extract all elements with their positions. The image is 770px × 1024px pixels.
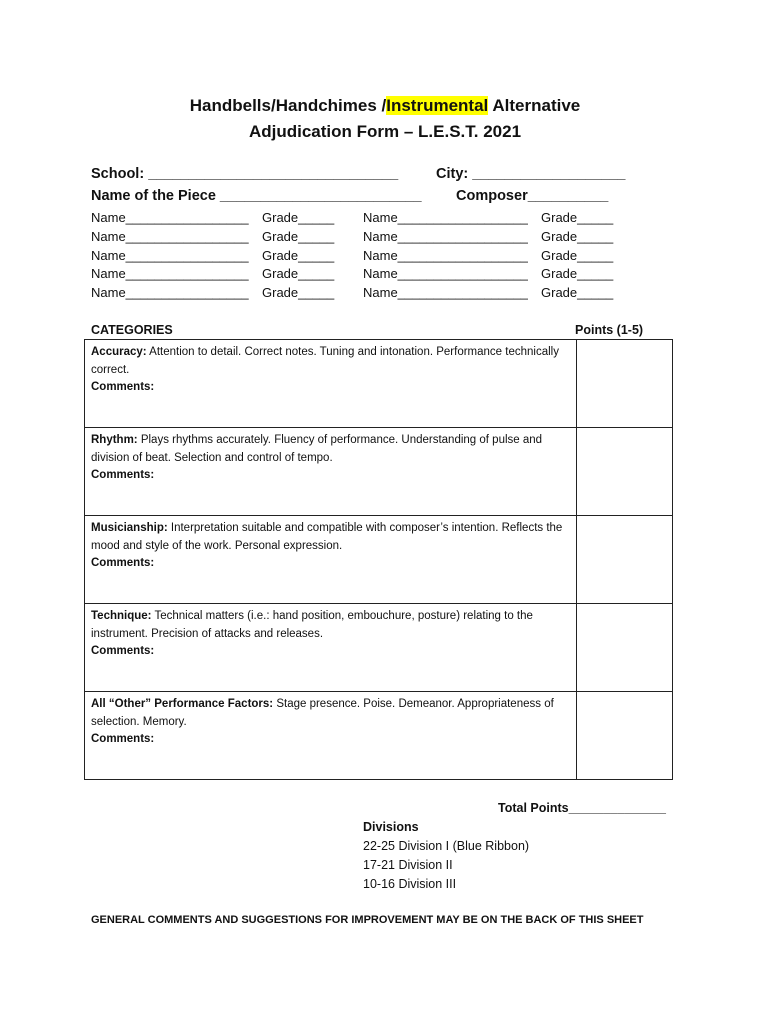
category-label: All “Other” Performance Factors: xyxy=(91,698,274,710)
comments-label: Comments: xyxy=(91,557,155,569)
total-points-field[interactable]: Total Points______________ xyxy=(498,801,666,815)
division-item: 17-21 Division II xyxy=(363,858,453,872)
roster-grade-field[interactable]: Grade_____ xyxy=(262,285,335,300)
divisions-heading: Divisions xyxy=(363,820,419,834)
form-title-line1 xyxy=(0,96,770,116)
category-label: Accuracy: xyxy=(91,346,147,358)
category-label: Technique: xyxy=(91,610,152,622)
composer-field[interactable]: Composer__________ xyxy=(456,188,609,204)
roster-grade-field[interactable]: Grade_____ xyxy=(541,285,614,300)
title-highlight: Instrumental xyxy=(386,96,489,115)
points-cell[interactable] xyxy=(577,428,673,516)
roster-name-field[interactable]: Name_________________ xyxy=(91,248,249,263)
categories-heading: CATEGORIES xyxy=(91,323,173,337)
city-field[interactable]: City: ___________________ xyxy=(436,166,626,182)
category-description xyxy=(85,428,577,516)
category-text: Plays rhythms accurately. Fluency of performance. Understanding of pulse and division of beat. Selection and control of tempo. xyxy=(91,434,543,464)
roster-grade-field[interactable]: Grade_____ xyxy=(262,266,335,281)
category-description xyxy=(85,340,577,428)
categories-table xyxy=(84,339,673,780)
roster-grade-field[interactable]: Grade_____ xyxy=(541,210,614,225)
category-label: Rhythm: xyxy=(91,434,138,446)
comments-label: Comments: xyxy=(91,645,155,657)
points-cell[interactable] xyxy=(577,516,673,604)
category-text: Technical matters (i.e.: hand position, embouchure, posture) relating to the instrument. Precision of attacks and releases. xyxy=(91,610,533,640)
comments-label: Comments: xyxy=(91,733,155,745)
category-text: Stage presence. Poise. Demeanor. Appropriateness of selection. Memory. xyxy=(91,698,554,728)
title-part2: Alternative xyxy=(488,96,581,115)
points-cell[interactable] xyxy=(577,340,673,428)
category-label: Musicianship: xyxy=(91,522,168,534)
points-cell[interactable] xyxy=(577,692,673,780)
school-field[interactable]: School: _______________________________ xyxy=(91,166,399,182)
points-cell[interactable] xyxy=(577,604,673,692)
roster-grade-field[interactable]: Grade_____ xyxy=(262,248,335,263)
roster-name-field[interactable]: Name_________________ xyxy=(91,266,249,281)
roster-name-field[interactable]: Name_________________ xyxy=(91,285,249,300)
roster-name-field[interactable]: Name_________________ xyxy=(91,229,249,244)
division-item: 10-16 Division III xyxy=(363,877,457,891)
category-row xyxy=(85,428,673,516)
footer-note: GENERAL COMMENTS AND SUGGESTIONS FOR IMPROVEMENT MAY BE ON THE BACK OF THIS SHEET xyxy=(91,914,644,926)
category-description xyxy=(85,692,577,780)
category-row xyxy=(85,340,673,428)
roster-name-field[interactable]: Name__________________ xyxy=(363,285,528,300)
category-row xyxy=(85,604,673,692)
roster-grade-field[interactable]: Grade_____ xyxy=(541,229,614,244)
roster-grade-field[interactable]: Grade_____ xyxy=(541,248,614,263)
category-row xyxy=(85,516,673,604)
roster-name-field[interactable]: Name__________________ xyxy=(363,210,528,225)
category-text: Attention to detail. Correct notes. Tuning and intonation. Performance technically correct. xyxy=(91,346,559,376)
category-description xyxy=(85,604,577,692)
roster-name-field[interactable]: Name__________________ xyxy=(363,248,528,263)
title-part1: Handbells/Handchimes / xyxy=(189,96,387,115)
category-text: Interpretation suitable and compatible with composer’s intention. Reflects the mood and style of the work. Personal expression. xyxy=(91,522,563,552)
roster-name-field[interactable]: Name__________________ xyxy=(363,229,528,244)
category-row xyxy=(85,692,673,780)
roster-name-field[interactable]: Name_________________ xyxy=(91,210,249,225)
roster-name-field[interactable]: Name__________________ xyxy=(363,266,528,281)
roster-grade-field[interactable]: Grade_____ xyxy=(262,229,335,244)
comments-label: Comments: xyxy=(91,469,155,481)
comments-label: Comments: xyxy=(91,381,155,393)
points-heading: Points (1-5) xyxy=(575,323,644,337)
division-item: 22-25 Division I (Blue Ribbon) xyxy=(363,839,530,853)
category-description xyxy=(85,516,577,604)
form-title-line2: Adjudication Form – L.E.S.T. 2021 xyxy=(248,122,522,141)
piece-name-field[interactable]: Name of the Piece _________________________ xyxy=(91,188,422,204)
roster-grade-field[interactable]: Grade_____ xyxy=(541,266,614,281)
roster-grade-field[interactable]: Grade_____ xyxy=(262,210,335,225)
